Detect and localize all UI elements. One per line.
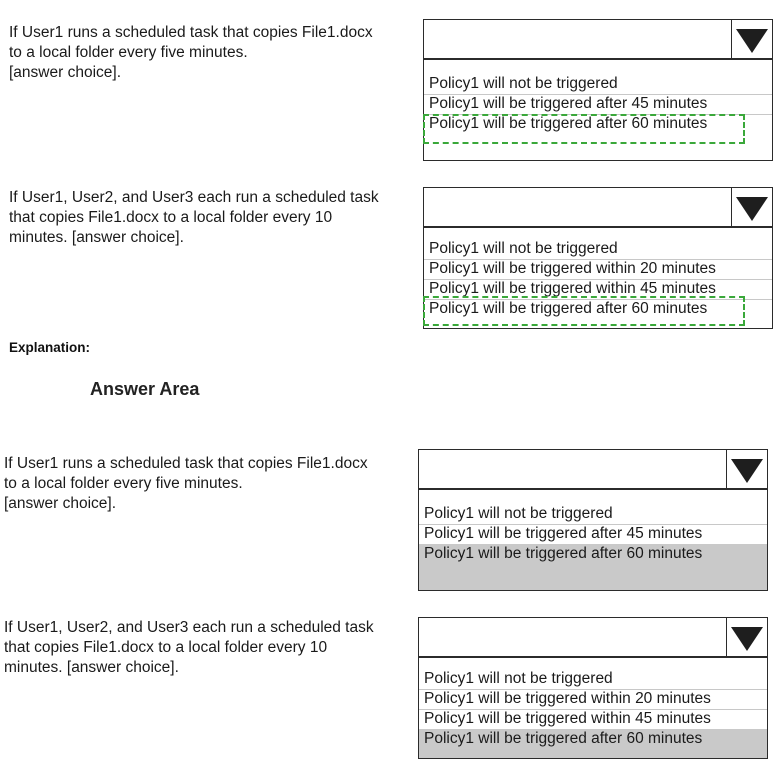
option-not-triggered[interactable]: Policy1 will not be triggered bbox=[429, 75, 618, 92]
answer-question-2-text: If User1, User2, and User3 each run a scheduled task that copies File1.docx to a local folder every 10 minutes. [answer choice]. bbox=[4, 619, 374, 676]
answer-question-1-text: If User1 runs a scheduled task that copies File1.docx to a local folder every five minutes. [answer choice]. bbox=[4, 455, 368, 512]
options-list-3 bbox=[418, 489, 768, 591]
triangle-down-icon bbox=[736, 29, 768, 53]
option-after-60[interactable]: Policy1 will be triggered after 60 minutes bbox=[429, 300, 708, 317]
option-within-20[interactable]: Policy1 will be triggered within 20 minutes bbox=[424, 690, 711, 707]
triangle-down-icon bbox=[731, 459, 763, 483]
option-not-triggered[interactable]: Policy1 will not be triggered bbox=[424, 670, 613, 687]
option-within-20[interactable]: Policy1 will be triggered within 20 minutes bbox=[429, 260, 716, 277]
option-after-45[interactable]: Policy1 will be triggered after 45 minutes bbox=[424, 525, 703, 542]
options-list-1 bbox=[423, 59, 773, 161]
options-list-2 bbox=[423, 227, 773, 329]
option-not-triggered[interactable]: Policy1 will not be triggered bbox=[429, 240, 618, 257]
options-list-4 bbox=[418, 657, 768, 759]
option-after-60-selected[interactable]: Policy1 will be triggered after 60 minutes bbox=[419, 544, 767, 590]
option-not-triggered[interactable]: Policy1 will not be triggered bbox=[424, 505, 613, 522]
dropdown-toggle-button[interactable] bbox=[726, 450, 767, 488]
option-within-45[interactable]: Policy1 will be triggered within 45 minutes bbox=[424, 710, 711, 727]
option-after-60[interactable]: Policy1 will be triggered after 60 minutes bbox=[429, 115, 708, 132]
option-after-60-selected[interactable]: Policy1 will be triggered after 60 minutes bbox=[419, 729, 767, 759]
answer-dropdown-3[interactable] bbox=[418, 449, 768, 489]
option-within-45[interactable]: Policy1 will be triggered within 45 minutes bbox=[429, 280, 716, 297]
question-1-text: If User1 runs a scheduled task that copies File1.docx to a local folder every five minutes. [answer choice]. bbox=[9, 24, 373, 81]
answer-dropdown-2[interactable] bbox=[423, 187, 773, 227]
triangle-down-icon bbox=[736, 197, 768, 221]
dropdown-toggle-button[interactable] bbox=[731, 188, 772, 226]
option-after-45[interactable]: Policy1 will be triggered after 45 minutes bbox=[429, 95, 708, 112]
answer-dropdown-4[interactable] bbox=[418, 617, 768, 657]
answer-area-title: Answer Area bbox=[90, 379, 200, 399]
explanation-label: Explanation: bbox=[9, 340, 91, 355]
question-2-text: If User1, User2, and User3 each run a scheduled task that copies File1.docx to a local folder every 10 minutes. [answer choice]. bbox=[9, 189, 379, 246]
triangle-down-icon bbox=[731, 627, 763, 651]
dropdown-toggle-button[interactable] bbox=[726, 618, 767, 656]
answer-dropdown-1[interactable] bbox=[423, 19, 773, 59]
dropdown-toggle-button[interactable] bbox=[731, 20, 772, 58]
